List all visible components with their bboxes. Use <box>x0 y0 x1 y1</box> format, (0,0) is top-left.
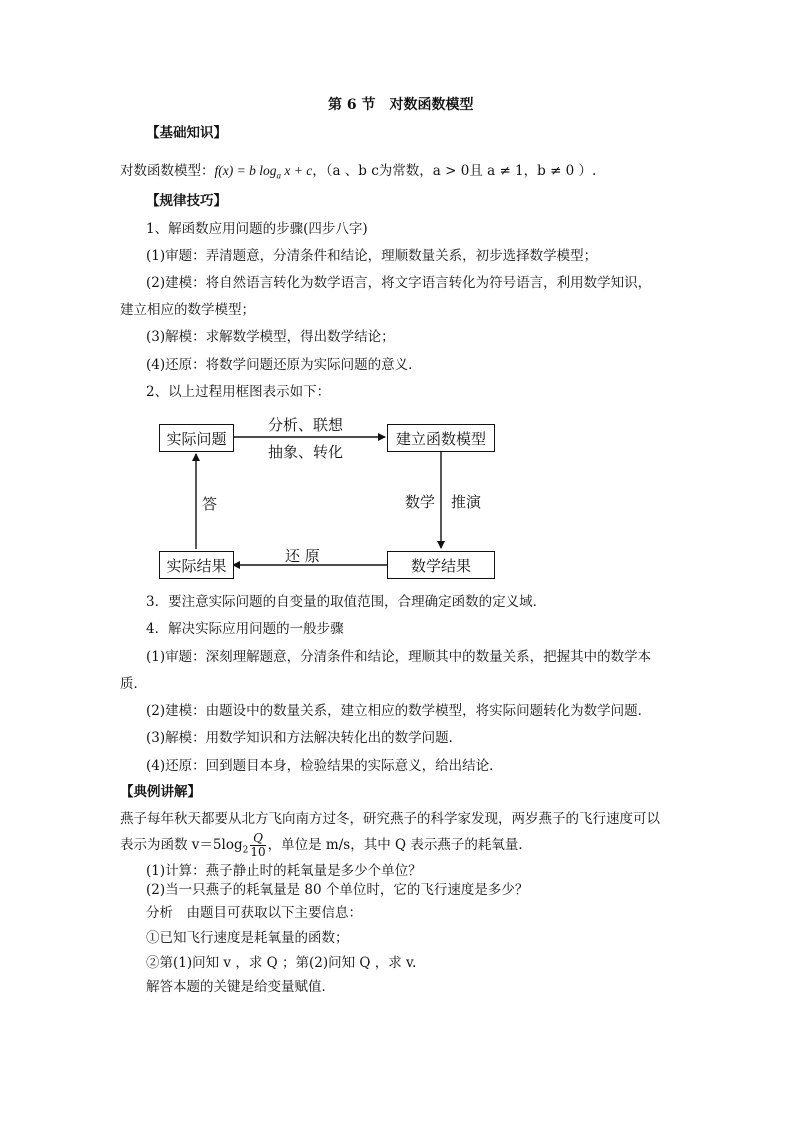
label-derive: 推演 <box>451 493 482 511</box>
notes-item-4: 4．解决实际应用问题的一般步骤 <box>146 621 344 637</box>
skills-item-2: 2、以上过程用框图表示如下： <box>146 384 331 400</box>
example-para-2 <box>120 832 532 860</box>
notes-step-3: (3)解模：用数学知识和方法解决转化出的数学问题． <box>146 730 463 746</box>
log-model-prefix: 对数函数模型： <box>120 163 215 179</box>
label-analyze: 分析、联想 <box>268 416 344 434</box>
log-base: 2 <box>242 845 249 856</box>
formula-base: a <box>276 170 281 181</box>
label-abstract: 抽象、转化 <box>268 443 344 461</box>
skills-item-1: 1、解函数应用问题的步骤(四步八字) <box>146 221 368 237</box>
skills-step-3: (3)解模：求解数学模型，得出数学结论； <box>146 329 395 345</box>
example-question-1: (1)计算：燕子静止时的耗氧量是多少个单位？ <box>146 863 422 879</box>
notes-step-1a: (1)审题：深刻理解题意，分清条件和结论，理顺其中的数量关系，把握其中的数学本 <box>146 649 652 665</box>
example-question-2: (2)当一只燕子的耗氧量是 80 个单位时，它的飞行速度是多少？ <box>146 882 529 898</box>
page-title: 第 6 节 对数函数模型 <box>328 97 474 113</box>
section-example-heading: 【典例讲解】 <box>120 784 201 800</box>
notes-item-3: 3．要注意实际问题的自变量的取值范围，合理确定函数的定义域． <box>146 594 547 610</box>
box-actual-result: 实际结果 <box>159 551 234 579</box>
skills-step-4: (4)还原：将数学问题还原为实际问题的意义． <box>146 357 422 373</box>
skills-step-2a: (2)建模：将自然语言转化为数学语言，将文字语言转化为符号语言，利用数学知识， <box>146 275 652 291</box>
formula-main: f(x) = b log <box>214 163 277 178</box>
section-skills-heading: 【规律技巧】 <box>146 193 227 209</box>
box-actual-problem: 实际问题 <box>159 424 234 452</box>
box-build-model: 建立函数模型 <box>387 424 495 452</box>
label-restore: 还 原 <box>285 547 320 565</box>
box-math-result: 数学结果 <box>387 551 495 579</box>
example-function-suffix: ，单位是 m/s，其中 Q 表示燕子的耗氧量． <box>267 837 532 853</box>
notes-step-2: (2)建模：由题设中的数量关系，建立相应的数学模型，将实际问题转化为数学问题． <box>146 703 652 719</box>
analysis-intro: 分析 由题目可获取以下主要信息： <box>146 905 362 921</box>
fraction-denominator: 10 <box>250 845 266 859</box>
notes-step-4: (4)还原：回到题目本身，检验结果的实际意义，给出结论． <box>146 758 503 774</box>
label-math: 数学 <box>405 493 436 511</box>
formula-rest: x + c <box>280 163 313 178</box>
analysis-point-3: 解答本题的关键是给变量赋值． <box>146 979 335 995</box>
example-para-1: 燕子每年秋天都要从北方飞向南方过冬，研究燕子的科学家发现，两岁燕子的飞行速度可以 <box>120 811 660 827</box>
label-answer: 答 <box>202 495 218 513</box>
log-model-conditions: ，（a 、b c为常数，a > 0且 a ≠ 1，b ≠ 0 ）. <box>312 163 597 179</box>
notes-step-1b: 质． <box>120 676 147 692</box>
fraction-numerator: Q <box>250 832 265 846</box>
analysis-point-1: ①已知飞行速度是耗氧量的函数； <box>146 930 349 946</box>
skills-step-2b: 建立相应的数学模型； <box>120 302 255 318</box>
example-function-prefix: 表示为函数 v＝5log <box>120 837 243 853</box>
analysis-point-2: ②第(1)问知 v ，求 Q ；第(2)问知 Q ，求 v. <box>146 955 417 971</box>
skills-step-1: (1)审题：弄清题意，分清条件和结论，理顺数量关系，初步选择数学模型； <box>146 248 598 264</box>
section-basic-heading: 【基础知识】 <box>146 125 227 141</box>
example-fraction <box>250 832 265 859</box>
